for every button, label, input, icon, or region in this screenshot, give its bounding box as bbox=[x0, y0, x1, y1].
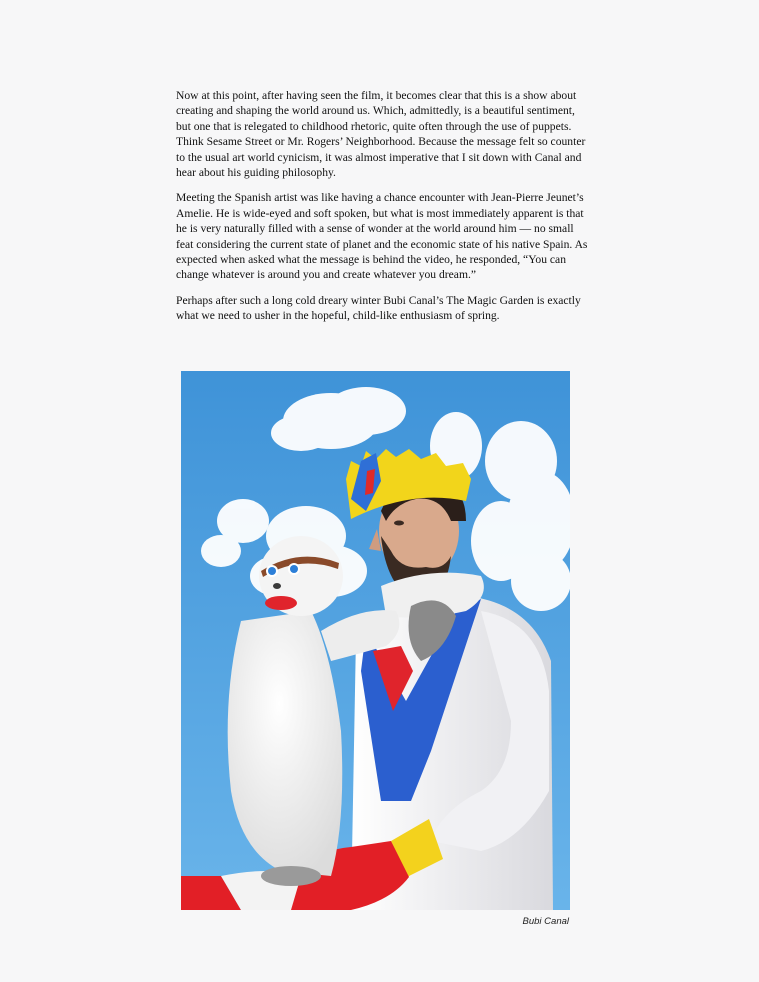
article-paragraph-2: Meeting the Spanish artist was like having a chance encounter with Jean-Pierre Jeunet’s Amelie. He is wide-eyed and soft spoken, but what is most immediately apparent is that he is very naturally filled with a sense of wonder at the world around him — no small feat considering the current state of planet and the economic state of his native Spain. As expected when asked what the message is behind the video, he responded, “You can change whatever is around you and create whatever you dream.” bbox=[176, 191, 588, 282]
article-paragraph-3: Perhaps after such a long cold dreary winter Bubi Canal’s The Magic Garden is exactly what we need to usher in the hopeful, child-like enthusiasm of spring. bbox=[176, 293, 581, 323]
article-body bbox=[176, 88, 591, 334]
artist-photo bbox=[181, 371, 570, 910]
article-paragraph-1: Now at this point, after having seen the film, it becomes clear that this is a show about creating and shaping the world around us. Which, admittedly, is a beautiful sentiment, but one that is relegated to childhood rhetoric, quite often through the use of puppets. Think Sesame Street or Mr. Rogers’ Neighborhood. Because the message felt so counter to the usual art world cynicism, it was almost imperative that I sit down with Canal and hear about his guiding philosophy. bbox=[176, 89, 586, 180]
photo-caption: Bubi Canal bbox=[522, 916, 569, 927]
